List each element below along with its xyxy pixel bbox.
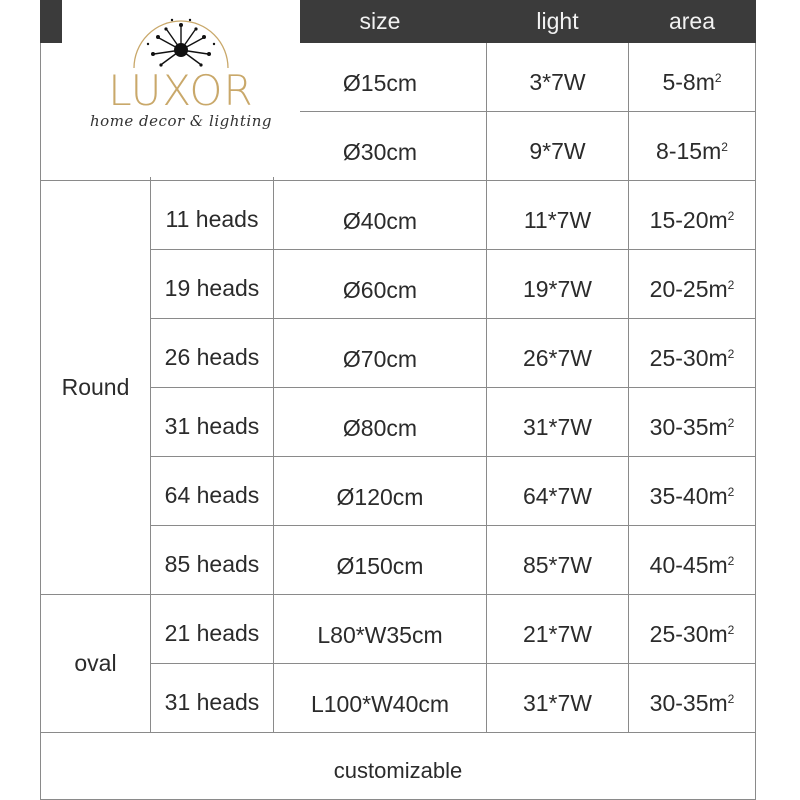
area-cell-text: 40-45m	[649, 551, 728, 578]
size-cell	[274, 457, 487, 526]
heads-cell-text: 19 heads	[164, 274, 260, 301]
area-cell-text: 30-35m	[649, 413, 728, 440]
area-unit-superscript: 2	[727, 484, 735, 499]
heads-cell	[151, 181, 274, 250]
area-cell	[629, 43, 756, 112]
size-cell-text: L100*W40cm	[310, 690, 450, 717]
light-cell	[487, 181, 629, 250]
heads-cell-text: 85 heads	[164, 550, 260, 577]
table-row	[41, 181, 756, 250]
area-cell	[629, 181, 756, 250]
brand-tagline: home decor & lighting	[90, 112, 272, 130]
area-unit-superscript: 2	[727, 208, 735, 223]
customizable-note: customizable	[41, 733, 756, 800]
area-cell	[629, 595, 756, 664]
brand-name: LUXOR	[108, 66, 254, 115]
area-cell-text: 30-35m	[649, 689, 728, 716]
heads-cell	[151, 388, 274, 457]
area-cell-text: 25-30m	[649, 344, 728, 371]
light-cell-text: 3*7W	[529, 68, 586, 95]
size-cell	[274, 388, 487, 457]
heads-cell-text: 64 heads	[164, 481, 260, 508]
area-cell	[629, 319, 756, 388]
size-cell-text: Ø150cm	[336, 552, 424, 579]
size-cell-text: Ø80cm	[342, 414, 418, 441]
size-cell	[274, 112, 487, 181]
area-unit-superscript: 2	[721, 139, 728, 154]
light-cell-text: 21*7W	[522, 620, 593, 647]
heads-cell-text: 11 heads	[165, 205, 259, 232]
heads-cell-text: 31 heads	[164, 688, 260, 715]
area-cell	[629, 457, 756, 526]
light-cell	[487, 457, 629, 526]
light-cell-text: 64*7W	[522, 482, 593, 509]
area-unit-superscript: 2	[727, 277, 735, 292]
heads-cell	[151, 526, 274, 595]
heads-cell	[151, 457, 274, 526]
header-size: size	[274, 1, 487, 43]
size-cell-text: Ø40cm	[342, 207, 418, 234]
area-unit-superscript: 2	[727, 553, 735, 568]
light-cell	[487, 526, 629, 595]
heads-cell	[151, 319, 274, 388]
heads-cell	[151, 595, 274, 664]
heads-cell-text: 26 heads	[164, 343, 260, 370]
size-cell-text: Ø60cm	[342, 276, 418, 303]
shape-cell: oval	[41, 595, 151, 733]
size-cell	[274, 250, 487, 319]
table-row	[41, 595, 756, 664]
area-cell	[629, 112, 756, 181]
heads-cell	[151, 664, 274, 733]
size-cell	[274, 526, 487, 595]
size-cell	[274, 43, 487, 112]
light-cell	[487, 112, 629, 181]
area-cell-text: 35-40m	[649, 482, 728, 509]
header-light: light	[487, 1, 629, 43]
area-cell	[629, 250, 756, 319]
size-cell-text: Ø15cm	[342, 69, 418, 96]
size-cell-text: Ø30cm	[342, 138, 418, 165]
light-cell	[487, 43, 629, 112]
area-cell	[629, 388, 756, 457]
light-cell-text: 9*7W	[529, 137, 586, 164]
light-cell	[487, 388, 629, 457]
area-cell	[629, 526, 756, 595]
size-cell	[274, 664, 487, 733]
size-cell-text: Ø120cm	[336, 483, 424, 510]
light-cell-text: 31*7W	[522, 689, 593, 716]
area-cell-text: 8-15m	[656, 137, 722, 164]
area-unit-superscript: 2	[727, 622, 735, 637]
size-cell	[274, 595, 487, 664]
area-unit-superscript: 2	[727, 691, 735, 706]
light-cell-text: 85*7W	[522, 551, 593, 578]
area-unit-superscript: 2	[714, 70, 722, 85]
light-cell-text: 11*7W	[523, 206, 592, 233]
light-cell-text: 31*7W	[522, 413, 593, 440]
area-cell-text: 25-30m	[649, 620, 728, 647]
heads-cell-text: 31 heads	[164, 412, 260, 439]
heads-cell	[151, 250, 274, 319]
heads-cell-text: 21 heads	[164, 619, 260, 646]
area-cell-text: 20-25m	[649, 275, 728, 302]
header-area: area	[629, 1, 756, 43]
area-cell	[629, 664, 756, 733]
light-cell-text: 19*7W	[522, 275, 593, 302]
light-cell	[487, 595, 629, 664]
area-cell-text: 5-8m	[662, 68, 715, 95]
area-cell-text: 15-20m	[649, 206, 728, 233]
size-cell	[274, 319, 487, 388]
light-cell	[487, 250, 629, 319]
light-cell-text: 26*7W	[522, 344, 593, 371]
footer-row	[41, 733, 756, 800]
size-cell-text: L80*W35cm	[317, 621, 443, 648]
area-unit-superscript: 2	[727, 346, 735, 361]
light-cell	[487, 664, 629, 733]
size-cell-text: Ø70cm	[342, 345, 418, 372]
brand-logo	[62, 0, 300, 177]
shape-cell: Round	[41, 181, 151, 595]
light-cell	[487, 319, 629, 388]
size-cell	[274, 181, 487, 250]
area-unit-superscript: 2	[727, 415, 735, 430]
